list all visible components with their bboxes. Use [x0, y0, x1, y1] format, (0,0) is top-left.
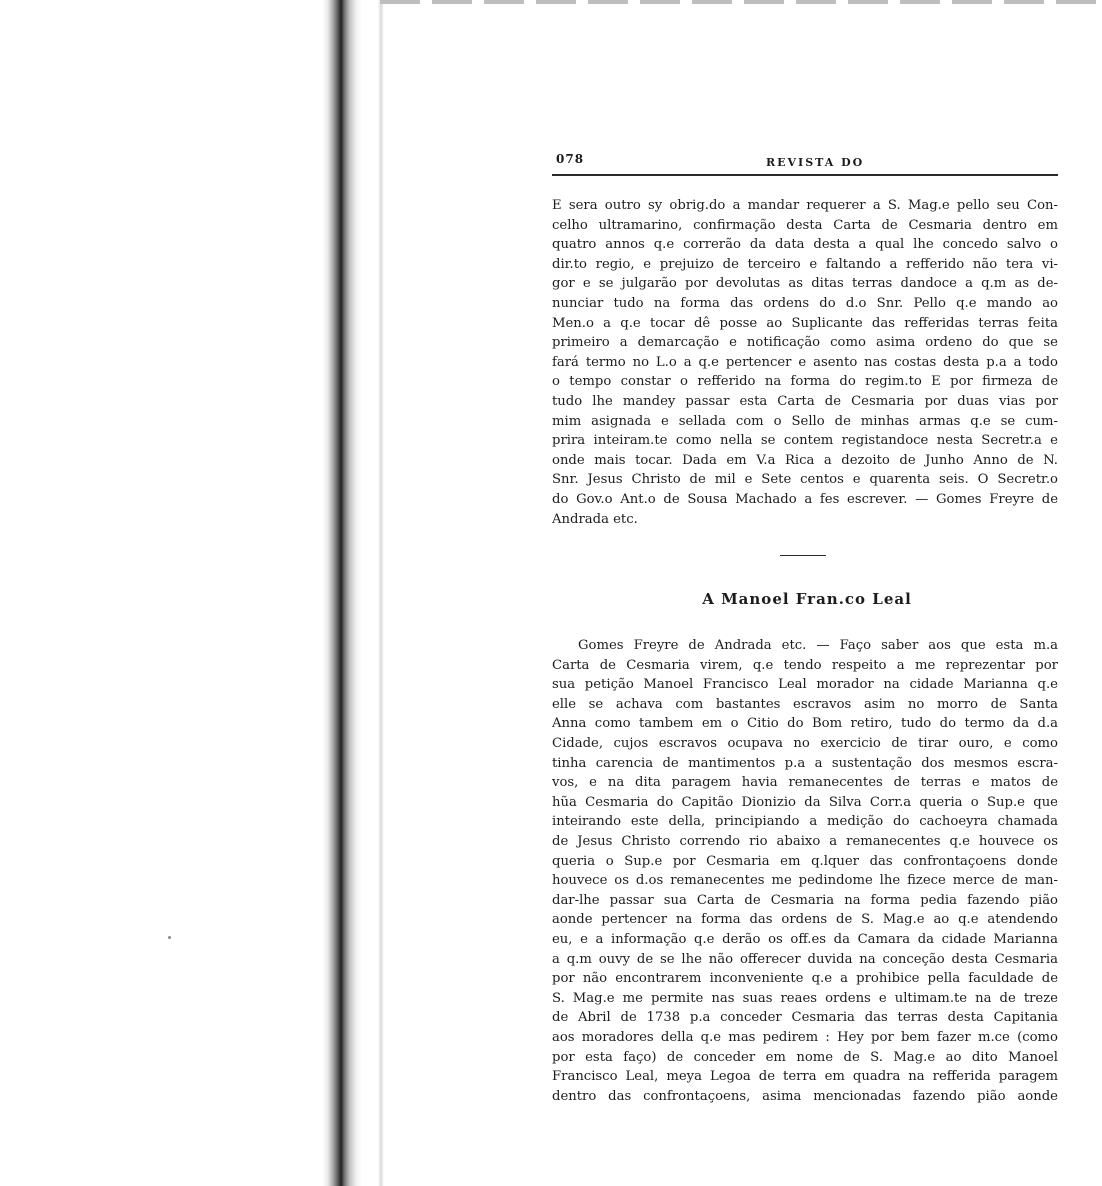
text-line: queria o Sup.e por Cesmaria em q.lquer das confrontaçoens donde — [552, 853, 1058, 869]
text-line: do Gov.o Ant.o de Sousa Machado a fes escrever. — Gomes Freyre de — [552, 491, 1058, 507]
text-line: o tempo constar o refferido na forma do regim.to E por firmeza de — [552, 374, 1058, 390]
running-title: REVISTA DO — [766, 156, 865, 169]
section-title: A Manoel Fran.co Leal — [702, 590, 912, 609]
text-line: de Abril de 1738 p.a conceder Cesmaria das terras desta Capitania — [552, 1010, 1058, 1026]
text-line: sua petição Manoel Francisco Leal morador na cidade Marianna q.e — [552, 677, 1058, 693]
section-separator — [780, 555, 826, 556]
text-line: Men.o a q.e tocar dê posse ao Suplicante das refferidas terras feita — [552, 315, 1058, 331]
left-blank-page — [0, 0, 340, 1186]
text-line: onde mais tocar. Dada em V.a Rica a dezoito de Junho Anno de N. — [552, 452, 1058, 468]
text-line: elle se achava com bastantes escravos asim no morro de Santa — [552, 696, 1058, 712]
text-line: primeiro a demarcação e notificação como asima ordeno do que se — [552, 335, 1058, 351]
text-line: Gomes Freyre de Andrada etc. — Faço saber aos que esta m.a — [578, 638, 1058, 654]
paragraph-continuation — [552, 196, 1058, 529]
text-line: dar-lhe passar sua Carta de Cesmaria na forma pedia fazendo pião — [552, 892, 1058, 908]
text-line: quatro annos q.e correrão da data desta a qual lhe concedo salvo o — [552, 237, 1058, 253]
text-line: Francisco Leal, meya Legoa de terra em quadra na refferida paragem — [552, 1069, 1058, 1085]
text-line: Andrada etc. — [552, 511, 638, 527]
text-line: Cidade, cujos escravos ocupava no exercicio de tirar ouro, e como — [552, 736, 1058, 752]
text-line: dir.to regio, e prejuizo de terceiro e faltando a refferido não tera vi- — [552, 256, 1058, 272]
text-line: mim asignada e sellada com o Sello de minhas armas q.e se cum- — [552, 413, 1058, 429]
text-line: nunciar tudo na forma das ordens do d.o Snr. Pello q.e mando ao — [552, 295, 1058, 311]
text-line: hũa Cesmaria do Capitão Dionizio da Silva Corr.a queria o Sup.e que — [552, 794, 1058, 810]
text-line: E sera outro sy obrig.do a mandar requerer a S. Mag.e pello seu Con- — [552, 198, 1058, 213]
document-page — [552, 150, 1058, 1106]
text-line: prira inteiram.te como nella se contem registandoce nesta Secretr.a e — [552, 433, 1058, 449]
text-line: aos moradores della q.e mas pedirem : Hey por bem fazer m.ce (como — [552, 1029, 1058, 1045]
text-line: a q.m ouvy de se lhe não offerecer duvida na conceção desta Cesmaria — [552, 951, 1058, 967]
text-line: S. Mag.e me permite nas suas reaes ordens e ultimam.te na de treze — [552, 990, 1058, 1006]
text-line: houvece os d.os remanecentes me pedindome lhe fizece merce de man- — [552, 873, 1058, 889]
paragraph-carta-de-cesmaria — [552, 636, 1058, 1106]
paper-speck — [168, 936, 171, 939]
text-line: tudo lhe mandey passar esta Carta de Cesmaria por duas vias por — [552, 393, 1058, 409]
text-line: celho ultramarino, confirmação desta Carta de Cesmaria dentro em — [552, 217, 1058, 233]
text-line: Snr. Jesus Christo de mil e Sete centos e quarenta seis. O Secretr.o — [552, 472, 1058, 488]
text-line: por esta faço) de conceder em nome de S. Mag.e ao dito Manoel — [552, 1049, 1058, 1065]
page-edge-shadow — [378, 0, 384, 1186]
text-line: eu, e a informação q.e derão os off.es da Camara da cidade Marianna — [552, 932, 1058, 947]
text-line: gor e se julgarão por devolutas as ditas terras dandoce a q.m as de- — [552, 276, 1058, 292]
text-line: por não encontrarem inconveniente q.e a prohibice pella faculdade de — [552, 971, 1058, 987]
text-line: Anna como tambem em o Citio do Bom retiro, tudo do termo da d.a — [552, 716, 1058, 732]
text-line: aonde pertencer na forma das ordens de S. Mag.e ao q.e atendendo — [552, 912, 1058, 928]
text-line: de Jesus Christo correndo rio abaixo a remanecentes q.e houvece os — [552, 834, 1058, 850]
text-line: Carta de Cesmaria virem, q.e tendo respeito a me reprezentar por — [552, 657, 1058, 673]
page-number: 078 — [556, 152, 585, 166]
text-line: fará termo no L.o a q.e pertencer e asento nas costas desta p.a a todo — [552, 354, 1058, 370]
text-line: vos, e na dita paragem havia remanecentes de terras e matos de — [552, 775, 1058, 791]
book-gutter-shadow — [322, 0, 362, 1186]
text-line: tinha carencia de mantimentos p.a a sustentação dos mesmos escra- — [552, 755, 1058, 771]
text-line: inteirando este della, principiando a medição do cachoeyra chamada — [552, 814, 1058, 830]
top-page-edge — [380, 0, 1102, 4]
running-header — [552, 150, 1058, 176]
text-line: dentro das confrontaçoens, asima mencionadas fazendo pião aonde — [552, 1088, 1058, 1104]
